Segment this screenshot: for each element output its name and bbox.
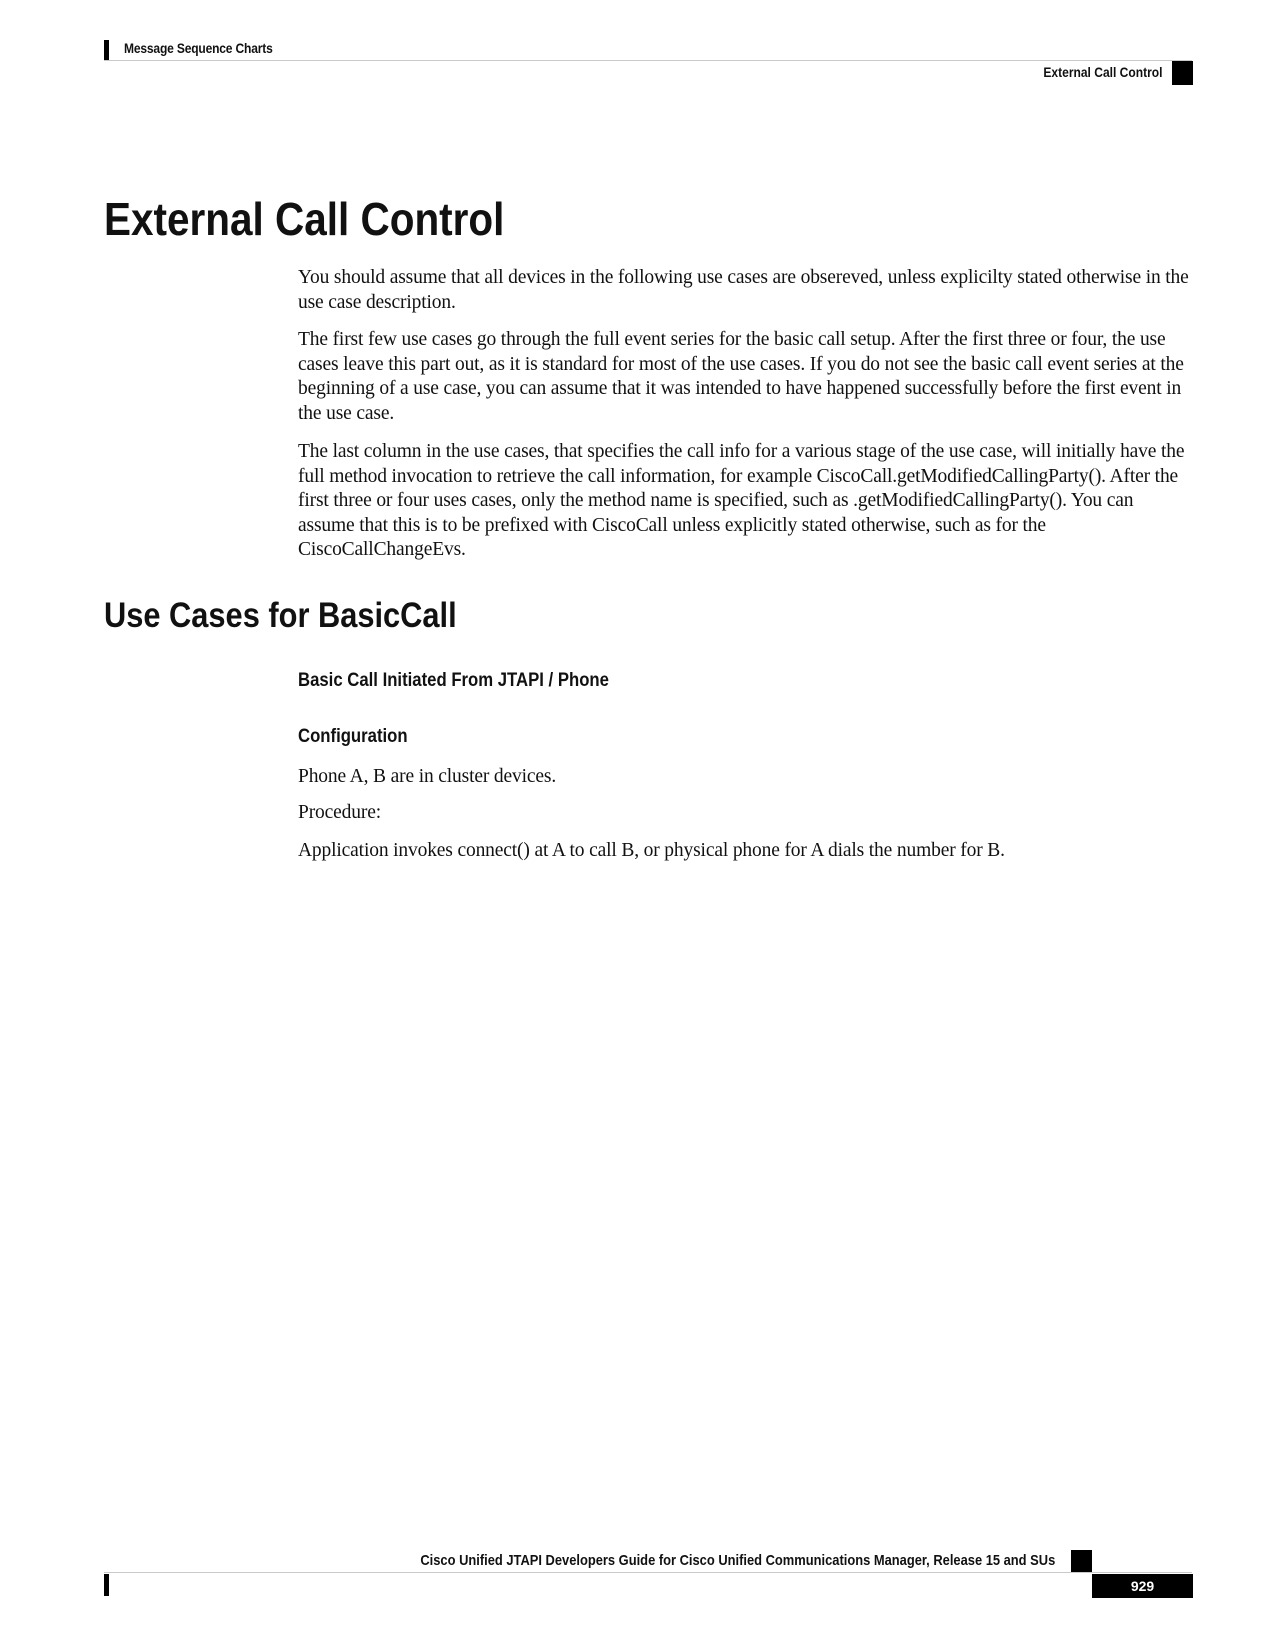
header-left-bar (104, 40, 109, 60)
configuration-text: Phone A, B are in cluster devices. (298, 766, 557, 787)
footer-block (1071, 1550, 1092, 1572)
section-title: Use Cases for BasicCall (104, 596, 457, 635)
footer-guide-title: Cisco Unified JTAPI Developers Guide for Cisco Unified Communications Manager, Release 15 and SUs (420, 1552, 1055, 1569)
running-header-section: External Call Control (1042, 64, 1162, 80)
running-header-chapter: Message Sequence Charts (124, 40, 273, 56)
configuration-heading: Configuration (298, 726, 408, 747)
header-right-block (1172, 61, 1193, 85)
footer-left-bar (104, 1574, 109, 1596)
use-case-title: Basic Call Initiated From JTAPI / Phone (298, 670, 609, 691)
intro-paragraph-1: You should assume that all devices in the following use cases are obsereved, unless explicilty stated otherwise in the use case description. (298, 267, 1189, 313)
procedure-label: Procedure: (298, 802, 381, 823)
intro-paragraph-2: The first few use cases go through the full event series for the basic call setup. After the first three or four, the use cases leave this part out, as it is standard for most of the use cases. If you do not see the basic call event series at the beginning of a use case, you can assume that it was intended to have happened successfully before the first event in the use case. (298, 329, 1184, 424)
footer-rule (104, 1572, 1192, 1573)
header-rule (104, 60, 1192, 61)
page-number: 929 (1092, 1574, 1193, 1598)
procedure-text: Application invokes connect() at A to call B, or physical phone for A dials the number for B. (298, 840, 1005, 861)
page-title: External Call Control (104, 193, 505, 245)
intro-paragraph-3: The last column in the use cases, that specifies the call info for a various stage of the use case, will initially have the full method invocation to retrieve the call information, for example CiscoCall.getModifiedCallingParty(). After the first three or four uses cases, only the method name is specified, such as .getModifiedCallingParty(). You can assume that this is to be prefixed with CiscoCall unless explicitly stated otherwise, such as for the CiscoCallChangeEvs. (298, 441, 1185, 561)
